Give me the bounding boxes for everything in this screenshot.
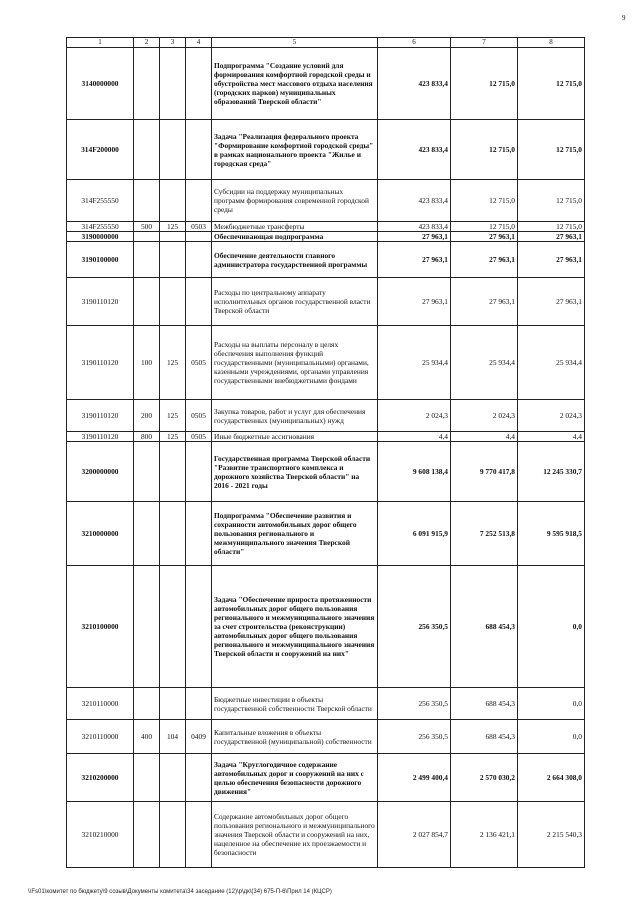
column-header: 5: [212, 38, 378, 48]
classification-code-cell: 3190000000: [67, 232, 134, 242]
amount-year2-cell: 688 454,3: [451, 566, 518, 688]
classification-code-cell: 3210110000: [67, 688, 134, 720]
amount-year1-cell: 256 350,5: [378, 720, 451, 754]
amount-year1-cell: 2 024,3: [378, 400, 451, 432]
item-name-cell: Обеспечивающая подпрограмма: [212, 232, 378, 242]
expense-type-cell: 200: [134, 400, 160, 432]
section-code-cell: [186, 802, 212, 868]
expense-type-cell: [134, 802, 160, 868]
column-header: 4: [186, 38, 212, 48]
table-row: [67, 688, 585, 720]
amount-year3-cell: 0,0: [518, 720, 585, 754]
classification-code-cell: 314F255550: [67, 222, 134, 232]
department-code-cell: [160, 48, 186, 120]
department-code-cell: [160, 120, 186, 180]
expense-type-cell: [134, 232, 160, 242]
amount-year3-cell: 27 963,1: [518, 278, 585, 326]
amount-year3-cell: 25 934,4: [518, 326, 585, 400]
department-code-cell: [160, 802, 186, 868]
department-code-cell: 125: [160, 222, 186, 232]
column-header: 7: [451, 38, 518, 48]
amount-year1-cell: 6 091 915,9: [378, 502, 451, 566]
classification-code-cell: 3210000000: [67, 502, 134, 566]
section-code-cell: [186, 120, 212, 180]
section-code-cell: 0505: [186, 432, 212, 442]
amount-year3-cell: 12 715,0: [518, 48, 585, 120]
amount-year3-cell: 27 963,1: [518, 232, 585, 242]
section-code-cell: [186, 688, 212, 720]
item-name-cell: Межбюджетные трансферты: [212, 222, 378, 232]
amount-year2-cell: 12 715,0: [451, 222, 518, 232]
section-code-cell: [186, 232, 212, 242]
section-code-cell: [186, 754, 212, 802]
department-code-cell: 125: [160, 400, 186, 432]
amount-year2-cell: 25 934,4: [451, 326, 518, 400]
amount-year1-cell: 25 934,4: [378, 326, 451, 400]
amount-year1-cell: 9 608 138,4: [378, 442, 451, 502]
item-name-cell: Субсидии на поддержку муниципальных программ формирования современной городской среды: [212, 180, 378, 222]
amount-year2-cell: 2 136 421,1: [451, 802, 518, 868]
amount-year3-cell: 2 024,3: [518, 400, 585, 432]
classification-code-cell: 3210110000: [67, 720, 134, 754]
amount-year3-cell: 2 215 540,3: [518, 802, 585, 868]
classification-code-cell: 3190110120: [67, 278, 134, 326]
amount-year3-cell: 0,0: [518, 566, 585, 688]
table-row: [67, 222, 585, 232]
amount-year3-cell: 12 715,0: [518, 180, 585, 222]
table-row: [67, 232, 585, 242]
amount-year2-cell: 2 024,3: [451, 400, 518, 432]
amount-year1-cell: 423 833,4: [378, 48, 451, 120]
expense-type-cell: [134, 278, 160, 326]
classification-code-cell: 3190110120: [67, 326, 134, 400]
amount-year2-cell: 4,4: [451, 432, 518, 442]
expense-type-cell: [134, 442, 160, 502]
table-row: [67, 326, 585, 400]
expense-type-cell: [134, 48, 160, 120]
amount-year1-cell: 423 833,4: [378, 222, 451, 232]
amount-year2-cell: 9 770 417,8: [451, 442, 518, 502]
expense-type-cell: [134, 180, 160, 222]
department-code-cell: 125: [160, 326, 186, 400]
department-code-cell: [160, 442, 186, 502]
amount-year2-cell: 27 963,1: [451, 232, 518, 242]
table-row: [67, 432, 585, 442]
expense-type-cell: 800: [134, 432, 160, 442]
item-name-cell: Задача "Круглогодичное содержание автомобильных дорог и сооружений на них с целью обеспечения безопасности дорожного движения": [212, 754, 378, 802]
classification-code-cell: 3190110120: [67, 432, 134, 442]
department-code-cell: [160, 232, 186, 242]
department-code-cell: [160, 754, 186, 802]
department-code-cell: [160, 180, 186, 222]
classification-code-cell: 3190110120: [67, 400, 134, 432]
section-code-cell: 0505: [186, 400, 212, 432]
amount-year3-cell: 27 963,1: [518, 242, 585, 278]
amount-year3-cell: 12 715,0: [518, 120, 585, 180]
amount-year2-cell: 27 963,1: [451, 242, 518, 278]
amount-year1-cell: 27 963,1: [378, 242, 451, 278]
expense-type-cell: [134, 502, 160, 566]
expense-type-cell: 400: [134, 720, 160, 754]
item-name-cell: Задача "Реализация федерального проекта "Формирование комфортной городской среды" в рамках национального проекта "Жилье и городская среда": [212, 120, 378, 180]
table-row: [67, 566, 585, 688]
classification-code-cell: 3140000000: [67, 48, 134, 120]
item-name-cell: Расходы на выплаты персоналу в целях обеспечения выполнения функций государственными (муниципальными) органами, казенными учреждениями, органами управления государственными внебюджетными фондами: [212, 326, 378, 400]
item-name-cell: Подпрограмма "Обеспечение развития и сохранности автомобильных дорог общего пользования регионального и межмуниципального значения Тверской области": [212, 502, 378, 566]
section-code-cell: 0505: [186, 326, 212, 400]
section-code-cell: 0503: [186, 222, 212, 232]
amount-year1-cell: 2 499 400,4: [378, 754, 451, 802]
classification-code-cell: 3210200000: [67, 754, 134, 802]
column-header: 3: [160, 38, 186, 48]
amount-year2-cell: 688 454,3: [451, 720, 518, 754]
section-code-cell: [186, 278, 212, 326]
classification-code-cell: 3190100000: [67, 242, 134, 278]
column-header: 2: [134, 38, 160, 48]
item-name-cell: Подпрограмма "Создание условий для формирования комфортной городской среды и обустройства мест массового отдыха населения (городских парков) муниципальных образований Тверской области": [212, 48, 378, 120]
department-code-cell: [160, 278, 186, 326]
expense-type-cell: [134, 754, 160, 802]
item-name-cell: Закупка товаров, работ и услуг для обеспечения государственных (муниципальных) нужд: [212, 400, 378, 432]
expense-type-cell: [134, 242, 160, 278]
table-row: [67, 502, 585, 566]
table-row: [67, 400, 585, 432]
classification-code-cell: 3210210000: [67, 802, 134, 868]
item-name-cell: Капитальные вложения в объекты государственной (муниципальной) собственности: [212, 720, 378, 754]
classification-code-cell: 3200000000: [67, 442, 134, 502]
section-code-cell: 0409: [186, 720, 212, 754]
amount-year3-cell: 2 664 308,0: [518, 754, 585, 802]
amount-year1-cell: 27 963,1: [378, 232, 451, 242]
amount-year2-cell: 12 715,0: [451, 48, 518, 120]
classification-code-cell: 3210100000: [67, 566, 134, 688]
item-name-cell: Бюджетные инвестиции в объекты государственной собственности Тверской области: [212, 688, 378, 720]
classification-code-cell: 314F255550: [67, 180, 134, 222]
table-row: [67, 120, 585, 180]
table-row: [67, 720, 585, 754]
section-code-cell: [186, 180, 212, 222]
item-name-cell: Содержание автомобильных дорог общего пользования регионального и межмуниципального значения Тверской области и сооружений на них, нацеленное на обеспечение их проезжаемости и безопасности: [212, 802, 378, 868]
amount-year2-cell: 12 715,0: [451, 120, 518, 180]
department-code-cell: [160, 688, 186, 720]
table-row: [67, 48, 585, 120]
amount-year3-cell: 12 715,0: [518, 222, 585, 232]
classification-code-cell: 314F200000: [67, 120, 134, 180]
column-header: 1: [67, 38, 134, 48]
expense-type-cell: [134, 120, 160, 180]
amount-year1-cell: 423 833,4: [378, 180, 451, 222]
column-header: 8: [518, 38, 585, 48]
department-code-cell: 104: [160, 720, 186, 754]
table-row: [67, 802, 585, 868]
table-row: [67, 180, 585, 222]
item-name-cell: Обеспечение деятельности главного администратора государственной программы: [212, 242, 378, 278]
table-row: [67, 442, 585, 502]
amount-year3-cell: 4,4: [518, 432, 585, 442]
amount-year2-cell: 27 963,1: [451, 278, 518, 326]
amount-year2-cell: 7 252 513,8: [451, 502, 518, 566]
amount-year2-cell: 2 570 030,2: [451, 754, 518, 802]
item-name-cell: Задача "Обеспечение прироста протяженности автомобильных дорог общего пользования регионального и межмуниципального значения за счет строительства (реконструкции) автомобильных дорог общего пользования регионального и межмуниципального значения Тверской области и сооружений на них": [212, 566, 378, 688]
table-row: [67, 242, 585, 278]
department-code-cell: [160, 566, 186, 688]
item-name-cell: Расходы по центральному аппарату исполнительных органов государственной власти Тверской области: [212, 278, 378, 326]
amount-year3-cell: 9 595 918,5: [518, 502, 585, 566]
item-name-cell: Государственная программа Тверской области "Развитие транспортного комплекса и дорожного хозяйства Тверской области" на 2016 - 2021 годы: [212, 442, 378, 502]
expense-type-cell: [134, 688, 160, 720]
amount-year1-cell: 256 350,5: [378, 688, 451, 720]
table-row: [67, 754, 585, 802]
expense-type-cell: 500: [134, 222, 160, 232]
item-name-cell: Иные бюджетные ассигнования: [212, 432, 378, 442]
amount-year2-cell: 12 715,0: [451, 180, 518, 222]
section-code-cell: [186, 502, 212, 566]
amount-year1-cell: 4,4: [378, 432, 451, 442]
column-number-row: [67, 38, 585, 48]
amount-year3-cell: 0,0: [518, 688, 585, 720]
page-number: 9: [622, 14, 626, 22]
table-row: [67, 278, 585, 326]
department-code-cell: [160, 242, 186, 278]
expense-type-cell: 100: [134, 326, 160, 400]
amount-year1-cell: 256 350,5: [378, 566, 451, 688]
department-code-cell: 125: [160, 432, 186, 442]
amount-year3-cell: 12 245 330,7: [518, 442, 585, 502]
expense-type-cell: [134, 566, 160, 688]
amount-year1-cell: 2 027 854,7: [378, 802, 451, 868]
section-code-cell: [186, 566, 212, 688]
amount-year1-cell: 423 833,4: [378, 120, 451, 180]
amount-year1-cell: 27 963,1: [378, 278, 451, 326]
file-path-footer: \\Fs01\комитет по бюджету\9 созыв\Документы комитета\34 заседание (12)\p\дк\(34) 675-П-6\Прил 14 (КЦСР): [28, 889, 332, 895]
department-code-cell: [160, 502, 186, 566]
amount-year2-cell: 688 454,3: [451, 688, 518, 720]
section-code-cell: [186, 48, 212, 120]
column-header: 6: [378, 38, 451, 48]
budget-table: [66, 37, 585, 868]
section-code-cell: [186, 442, 212, 502]
section-code-cell: [186, 242, 212, 278]
